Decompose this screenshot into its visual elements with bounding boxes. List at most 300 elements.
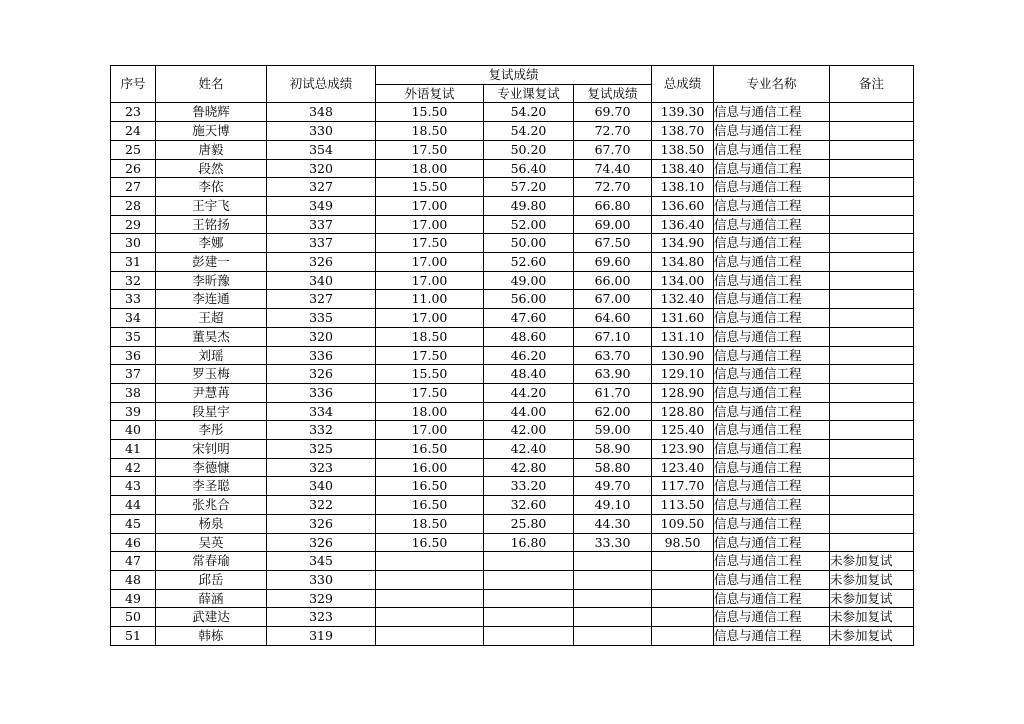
cell-seq: 25 (111, 140, 156, 159)
cell-initial: 323 (267, 458, 376, 477)
cell-note (830, 496, 914, 515)
cell-foreign: 11.00 (376, 290, 484, 309)
cell-foreign: 17.00 (376, 253, 484, 272)
cell-name: 李连通 (156, 290, 267, 309)
score-table (110, 65, 914, 646)
cell-foreign (376, 608, 484, 627)
cell-retest: 64.60 (574, 309, 652, 328)
cell-foreign (376, 552, 484, 571)
table-row (111, 159, 914, 178)
cell-total: 123.40 (652, 458, 714, 477)
cell-retest: 67.70 (574, 140, 652, 159)
cell-total: 125.40 (652, 421, 714, 440)
cell-seq: 30 (111, 234, 156, 253)
cell-note (830, 234, 914, 253)
cell-major: 信息与通信工程 (714, 234, 830, 253)
cell-major: 信息与通信工程 (714, 514, 830, 533)
cell-major: 信息与通信工程 (714, 458, 830, 477)
cell-total: 134.80 (652, 253, 714, 272)
cell-specialty: 25.80 (484, 514, 574, 533)
cell-seq: 48 (111, 570, 156, 589)
cell-retest: 63.70 (574, 346, 652, 365)
cell-retest (574, 627, 652, 646)
cell-retest: 33.30 (574, 533, 652, 552)
cell-specialty: 48.60 (484, 327, 574, 346)
header-total: 总成绩 (652, 66, 714, 103)
cell-total: 136.40 (652, 215, 714, 234)
cell-retest: 66.00 (574, 271, 652, 290)
cell-major: 信息与通信工程 (714, 383, 830, 402)
cell-note (830, 215, 914, 234)
cell-major: 信息与通信工程 (714, 140, 830, 159)
cell-name: 李昕豫 (156, 271, 267, 290)
cell-specialty: 54.20 (484, 103, 574, 122)
cell-total: 139.30 (652, 103, 714, 122)
cell-specialty: 47.60 (484, 309, 574, 328)
cell-total (652, 608, 714, 627)
cell-initial: 319 (267, 627, 376, 646)
cell-initial: 337 (267, 234, 376, 253)
cell-initial: 345 (267, 552, 376, 571)
cell-major: 信息与通信工程 (714, 103, 830, 122)
cell-retest (574, 552, 652, 571)
cell-initial: 330 (267, 570, 376, 589)
cell-total (652, 589, 714, 608)
cell-seq: 27 (111, 178, 156, 197)
cell-total: 134.90 (652, 234, 714, 253)
cell-initial: 323 (267, 608, 376, 627)
table-row (111, 440, 914, 459)
header-name: 姓名 (156, 66, 267, 103)
cell-name: 刘瑶 (156, 346, 267, 365)
cell-seq: 51 (111, 627, 156, 646)
cell-total (652, 627, 714, 646)
cell-initial: 332 (267, 421, 376, 440)
cell-foreign (376, 570, 484, 589)
cell-retest: 69.60 (574, 253, 652, 272)
cell-major: 信息与通信工程 (714, 440, 830, 459)
cell-seq: 46 (111, 533, 156, 552)
cell-specialty (484, 608, 574, 627)
cell-foreign: 15.50 (376, 103, 484, 122)
table-row (111, 477, 914, 496)
cell-foreign: 15.50 (376, 365, 484, 384)
table-row (111, 365, 914, 384)
table-body (111, 103, 914, 645)
cell-major: 信息与通信工程 (714, 253, 830, 272)
cell-foreign: 18.00 (376, 159, 484, 178)
cell-note (830, 402, 914, 421)
table-row (111, 309, 914, 328)
cell-initial: 326 (267, 514, 376, 533)
cell-name: 李德慷 (156, 458, 267, 477)
cell-note (830, 290, 914, 309)
table-row (111, 608, 914, 627)
cell-name: 李圣聪 (156, 477, 267, 496)
cell-note: 未参加复试 (830, 627, 914, 646)
cell-major: 信息与通信工程 (714, 589, 830, 608)
header-seq: 序号 (111, 66, 156, 103)
cell-total: 129.10 (652, 365, 714, 384)
header-major: 专业名称 (714, 66, 830, 103)
cell-seq: 31 (111, 253, 156, 272)
cell-foreign: 15.50 (376, 178, 484, 197)
cell-foreign: 16.50 (376, 496, 484, 515)
cell-name: 宋钊明 (156, 440, 267, 459)
cell-major: 信息与通信工程 (714, 365, 830, 384)
cell-initial: 320 (267, 327, 376, 346)
cell-foreign: 18.00 (376, 402, 484, 421)
cell-name: 施天博 (156, 122, 267, 141)
cell-major: 信息与通信工程 (714, 421, 830, 440)
cell-retest (574, 608, 652, 627)
cell-retest: 44.30 (574, 514, 652, 533)
cell-note (830, 271, 914, 290)
cell-note (830, 477, 914, 496)
cell-retest: 67.10 (574, 327, 652, 346)
cell-seq: 40 (111, 421, 156, 440)
cell-seq: 50 (111, 608, 156, 627)
cell-name: 李依 (156, 178, 267, 197)
table-row (111, 627, 914, 646)
cell-initial: 340 (267, 271, 376, 290)
table-row (111, 103, 914, 122)
cell-major: 信息与通信工程 (714, 178, 830, 197)
cell-initial: 335 (267, 309, 376, 328)
cell-name: 王宇飞 (156, 196, 267, 215)
cell-note (830, 140, 914, 159)
cell-initial: 349 (267, 196, 376, 215)
cell-initial: 337 (267, 215, 376, 234)
cell-foreign: 16.50 (376, 533, 484, 552)
cell-major: 信息与通信工程 (714, 159, 830, 178)
cell-initial: 320 (267, 159, 376, 178)
cell-seq: 26 (111, 159, 156, 178)
cell-note (830, 122, 914, 141)
cell-specialty: 57.20 (484, 178, 574, 197)
table-row (111, 458, 914, 477)
cell-foreign: 16.50 (376, 440, 484, 459)
cell-initial: 348 (267, 103, 376, 122)
cell-specialty: 42.80 (484, 458, 574, 477)
cell-specialty (484, 589, 574, 608)
cell-name: 邱岳 (156, 570, 267, 589)
cell-foreign: 17.50 (376, 234, 484, 253)
table-row (111, 346, 914, 365)
cell-seq: 34 (111, 309, 156, 328)
header-retest-score: 复试成绩 (574, 84, 652, 103)
cell-note: 未参加复试 (830, 608, 914, 627)
cell-total: 138.50 (652, 140, 714, 159)
cell-retest: 49.10 (574, 496, 652, 515)
cell-note (830, 103, 914, 122)
cell-major: 信息与通信工程 (714, 122, 830, 141)
cell-major: 信息与通信工程 (714, 271, 830, 290)
cell-note (830, 309, 914, 328)
cell-specialty: 48.40 (484, 365, 574, 384)
cell-seq: 39 (111, 402, 156, 421)
cell-note (830, 196, 914, 215)
cell-name: 鲁晓辉 (156, 103, 267, 122)
cell-seq: 37 (111, 365, 156, 384)
cell-total: 98.50 (652, 533, 714, 552)
cell-foreign (376, 627, 484, 646)
cell-specialty: 50.20 (484, 140, 574, 159)
cell-major: 信息与通信工程 (714, 496, 830, 515)
cell-retest (574, 570, 652, 589)
cell-seq: 42 (111, 458, 156, 477)
cell-foreign: 17.00 (376, 309, 484, 328)
cell-name: 吴英 (156, 533, 267, 552)
cell-seq: 24 (111, 122, 156, 141)
cell-name: 李彤 (156, 421, 267, 440)
cell-specialty: 42.40 (484, 440, 574, 459)
cell-initial: 336 (267, 346, 376, 365)
cell-specialty: 42.00 (484, 421, 574, 440)
header-specialty: 专业课复试 (484, 84, 574, 103)
cell-foreign: 16.50 (376, 477, 484, 496)
cell-specialty: 56.40 (484, 159, 574, 178)
cell-foreign: 17.00 (376, 271, 484, 290)
cell-total (652, 570, 714, 589)
cell-major: 信息与通信工程 (714, 570, 830, 589)
cell-initial: 325 (267, 440, 376, 459)
cell-specialty: 50.00 (484, 234, 574, 253)
cell-specialty: 54.20 (484, 122, 574, 141)
cell-major: 信息与通信工程 (714, 327, 830, 346)
cell-retest: 72.70 (574, 178, 652, 197)
cell-foreign: 17.50 (376, 346, 484, 365)
cell-note: 未参加复试 (830, 589, 914, 608)
cell-note (830, 421, 914, 440)
cell-initial: 326 (267, 365, 376, 384)
cell-foreign (376, 589, 484, 608)
cell-seq: 35 (111, 327, 156, 346)
cell-specialty: 49.80 (484, 196, 574, 215)
cell-seq: 49 (111, 589, 156, 608)
cell-note: 未参加复试 (830, 552, 914, 571)
cell-note (830, 159, 914, 178)
cell-specialty: 49.00 (484, 271, 574, 290)
cell-retest: 69.00 (574, 215, 652, 234)
cell-seq: 47 (111, 552, 156, 571)
cell-seq: 33 (111, 290, 156, 309)
table-row (111, 271, 914, 290)
table-row (111, 290, 914, 309)
cell-major: 信息与通信工程 (714, 402, 830, 421)
cell-foreign: 17.00 (376, 421, 484, 440)
cell-initial: 336 (267, 383, 376, 402)
cell-name: 韩栋 (156, 627, 267, 646)
table-row (111, 533, 914, 552)
table-row (111, 196, 914, 215)
cell-specialty: 44.00 (484, 402, 574, 421)
cell-retest: 67.50 (574, 234, 652, 253)
table-row (111, 570, 914, 589)
table-row (111, 402, 914, 421)
cell-total: 131.10 (652, 327, 714, 346)
cell-seq: 41 (111, 440, 156, 459)
table-row (111, 589, 914, 608)
cell-retest: 69.70 (574, 103, 652, 122)
table-row (111, 122, 914, 141)
cell-major: 信息与通信工程 (714, 627, 830, 646)
cell-total: 138.10 (652, 178, 714, 197)
cell-major: 信息与通信工程 (714, 552, 830, 571)
cell-initial: 329 (267, 589, 376, 608)
cell-retest: 74.40 (574, 159, 652, 178)
cell-major: 信息与通信工程 (714, 196, 830, 215)
cell-name: 罗玉梅 (156, 365, 267, 384)
cell-total: 123.90 (652, 440, 714, 459)
cell-name: 常春瑜 (156, 552, 267, 571)
cell-foreign: 17.50 (376, 383, 484, 402)
cell-name: 王超 (156, 309, 267, 328)
header-foreign: 外语复试 (376, 84, 484, 103)
cell-total: 109.50 (652, 514, 714, 533)
cell-total (652, 552, 714, 571)
table-row (111, 383, 914, 402)
cell-seq: 38 (111, 383, 156, 402)
cell-specialty: 46.20 (484, 346, 574, 365)
cell-specialty: 44.20 (484, 383, 574, 402)
cell-foreign: 17.50 (376, 140, 484, 159)
table-row (111, 552, 914, 571)
cell-note (830, 383, 914, 402)
cell-total: 113.50 (652, 496, 714, 515)
cell-seq: 36 (111, 346, 156, 365)
cell-major: 信息与通信工程 (714, 215, 830, 234)
cell-note (830, 514, 914, 533)
cell-name: 彭建一 (156, 253, 267, 272)
cell-specialty: 33.20 (484, 477, 574, 496)
cell-initial: 334 (267, 402, 376, 421)
cell-foreign: 17.00 (376, 215, 484, 234)
cell-seq: 43 (111, 477, 156, 496)
table-row (111, 234, 914, 253)
cell-retest: 66.80 (574, 196, 652, 215)
cell-retest: 58.80 (574, 458, 652, 477)
cell-name: 张兆合 (156, 496, 267, 515)
cell-note (830, 458, 914, 477)
cell-specialty: 32.60 (484, 496, 574, 515)
header-note: 备注 (830, 66, 914, 103)
cell-retest: 61.70 (574, 383, 652, 402)
cell-retest: 59.00 (574, 421, 652, 440)
cell-name: 董昊杰 (156, 327, 267, 346)
cell-major: 信息与通信工程 (714, 309, 830, 328)
cell-specialty (484, 552, 574, 571)
cell-major: 信息与通信工程 (714, 477, 830, 496)
cell-name: 李娜 (156, 234, 267, 253)
cell-name: 唐毅 (156, 140, 267, 159)
cell-name: 武建达 (156, 608, 267, 627)
cell-note (830, 533, 914, 552)
cell-initial: 326 (267, 533, 376, 552)
cell-seq: 45 (111, 514, 156, 533)
cell-name: 段星宇 (156, 402, 267, 421)
cell-retest: 63.90 (574, 365, 652, 384)
cell-total: 136.60 (652, 196, 714, 215)
cell-note (830, 346, 914, 365)
cell-initial: 330 (267, 122, 376, 141)
cell-specialty: 52.00 (484, 215, 574, 234)
cell-seq: 29 (111, 215, 156, 234)
cell-specialty: 16.80 (484, 533, 574, 552)
table-row (111, 514, 914, 533)
cell-seq: 28 (111, 196, 156, 215)
cell-note: 未参加复试 (830, 570, 914, 589)
cell-name: 杨泉 (156, 514, 267, 533)
cell-total: 128.80 (652, 402, 714, 421)
cell-name: 王铭扬 (156, 215, 267, 234)
cell-total: 128.90 (652, 383, 714, 402)
cell-retest: 67.00 (574, 290, 652, 309)
cell-name: 薛涵 (156, 589, 267, 608)
table-row (111, 215, 914, 234)
cell-seq: 32 (111, 271, 156, 290)
cell-specialty (484, 570, 574, 589)
cell-retest: 58.90 (574, 440, 652, 459)
cell-retest: 49.70 (574, 477, 652, 496)
cell-note (830, 327, 914, 346)
header-initial: 初试总成绩 (267, 66, 376, 103)
cell-initial: 327 (267, 290, 376, 309)
cell-initial: 326 (267, 253, 376, 272)
table-row (111, 178, 914, 197)
cell-foreign: 18.50 (376, 327, 484, 346)
cell-major: 信息与通信工程 (714, 346, 830, 365)
table-header (111, 66, 914, 103)
cell-specialty (484, 627, 574, 646)
cell-initial: 322 (267, 496, 376, 515)
cell-foreign: 17.00 (376, 196, 484, 215)
cell-initial: 340 (267, 477, 376, 496)
cell-note (830, 365, 914, 384)
cell-retest: 72.70 (574, 122, 652, 141)
header-retest-group: 复试成绩 (376, 66, 652, 85)
cell-foreign: 16.00 (376, 458, 484, 477)
cell-initial: 327 (267, 178, 376, 197)
cell-major: 信息与通信工程 (714, 608, 830, 627)
cell-foreign: 18.50 (376, 514, 484, 533)
table-row (111, 421, 914, 440)
cell-seq: 44 (111, 496, 156, 515)
cell-total: 134.00 (652, 271, 714, 290)
cell-total: 138.70 (652, 122, 714, 141)
table-row (111, 253, 914, 272)
cell-initial: 354 (267, 140, 376, 159)
cell-retest (574, 589, 652, 608)
cell-major: 信息与通信工程 (714, 533, 830, 552)
cell-total: 131.60 (652, 309, 714, 328)
table-row (111, 496, 914, 515)
cell-specialty: 52.60 (484, 253, 574, 272)
cell-name: 段然 (156, 159, 267, 178)
cell-foreign: 18.50 (376, 122, 484, 141)
cell-name: 尹慧苒 (156, 383, 267, 402)
cell-note (830, 178, 914, 197)
cell-note (830, 253, 914, 272)
cell-total: 138.40 (652, 159, 714, 178)
cell-total: 132.40 (652, 290, 714, 309)
cell-specialty: 56.00 (484, 290, 574, 309)
table-row (111, 327, 914, 346)
table-row (111, 140, 914, 159)
cell-retest: 62.00 (574, 402, 652, 421)
cell-total: 117.70 (652, 477, 714, 496)
cell-major: 信息与通信工程 (714, 290, 830, 309)
